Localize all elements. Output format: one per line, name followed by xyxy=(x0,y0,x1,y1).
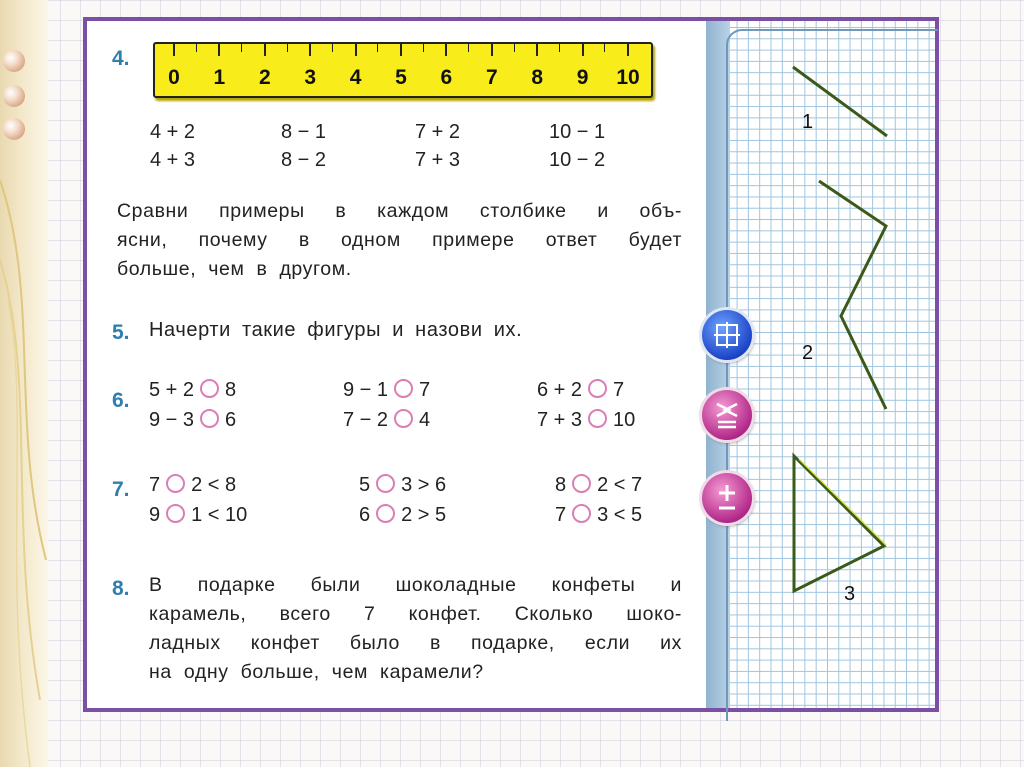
ruler-tick xyxy=(582,44,584,56)
value: 6 xyxy=(225,409,237,431)
decorative-curves xyxy=(0,0,48,767)
expression: 7 − 2 xyxy=(343,409,389,431)
ruler-tick xyxy=(309,44,311,56)
expression: 8 − 1 xyxy=(281,121,327,143)
comparison xyxy=(149,409,236,432)
inequality xyxy=(149,474,236,497)
ruler-label: 9 xyxy=(576,66,589,89)
inequality xyxy=(555,474,642,497)
figure-1-label: 1 xyxy=(802,111,814,133)
ruler-label: 8 xyxy=(531,66,544,89)
expression: 7 + 3 xyxy=(415,149,461,171)
ruler-tick xyxy=(604,44,605,52)
task-8-number: 8. xyxy=(112,577,130,600)
ruler-label: 3 xyxy=(304,66,317,89)
expression: 2 < 7 xyxy=(597,474,643,496)
ruler-tick xyxy=(559,44,560,52)
expression: 9 − 3 xyxy=(149,409,195,431)
text-line: В подарке были шоколадные конфеты и xyxy=(149,574,682,596)
sign-circle[interactable] xyxy=(572,474,591,493)
inequality xyxy=(149,504,247,527)
graph-paper-panel xyxy=(706,21,935,708)
ruler-tick xyxy=(264,44,266,56)
figure-3-triangle xyxy=(794,456,884,591)
sign-circle[interactable] xyxy=(572,504,591,523)
compare-glyph xyxy=(702,390,752,440)
value: 4 xyxy=(419,409,431,431)
compare-circle[interactable] xyxy=(394,409,413,428)
left-decorative-border xyxy=(0,0,48,767)
compare-circle[interactable] xyxy=(200,379,219,398)
comparison xyxy=(537,379,624,402)
task-6-number: 6. xyxy=(112,389,130,412)
ruler-tick xyxy=(173,44,175,56)
ruler-tick xyxy=(423,44,424,52)
task-5-text: Начерти такие фигуры и назови их. xyxy=(149,319,523,341)
ruler-label: 10 xyxy=(616,66,640,89)
compare-icon[interactable] xyxy=(702,390,752,440)
grid-glyph xyxy=(702,310,752,360)
plus-minus-glyph xyxy=(702,473,752,523)
figure-3-label: 3 xyxy=(844,583,856,605)
value: 10 xyxy=(613,409,636,431)
expression: 7 + 3 xyxy=(537,409,583,431)
ruler-label: 6 xyxy=(440,66,453,89)
ruler-tick xyxy=(377,44,378,52)
text-line: больше, чем в другом. xyxy=(117,258,352,280)
compare-circle[interactable] xyxy=(200,409,219,428)
digit: 8 xyxy=(555,474,567,496)
inequality xyxy=(359,504,446,527)
ruler-tick xyxy=(445,44,447,56)
compare-circle[interactable] xyxy=(588,409,607,428)
comparison xyxy=(537,409,635,432)
ruler-tick xyxy=(332,44,333,52)
sign-circle[interactable] xyxy=(376,504,395,523)
ruler-tick xyxy=(400,44,402,56)
plus-minus-icon[interactable] xyxy=(702,473,752,523)
value: 7 xyxy=(419,379,431,401)
ruler-tick xyxy=(218,44,220,56)
ruler-label: 2 xyxy=(258,66,271,89)
expression: 7 + 2 xyxy=(415,121,461,143)
expression: 1 < 10 xyxy=(191,504,248,526)
expression: 6 + 2 xyxy=(537,379,583,401)
task-4-text xyxy=(117,197,682,284)
expression: 3 > 6 xyxy=(401,474,447,496)
text-line: карамель, всего 7 конфет. Сколько шоко- xyxy=(149,603,682,625)
figures-drawing xyxy=(706,21,935,708)
sign-circle[interactable] xyxy=(166,474,185,493)
expression: 2 < 8 xyxy=(191,474,237,496)
ruler-tick xyxy=(536,44,538,56)
ruler xyxy=(153,42,653,98)
expression: 4 + 2 xyxy=(150,121,196,143)
digit: 9 xyxy=(149,504,161,526)
inequality xyxy=(359,474,446,497)
ruler-tick xyxy=(627,44,629,56)
ruler-label: 0 xyxy=(168,66,180,89)
expression: 5 + 2 xyxy=(149,379,195,401)
ruler-tick xyxy=(355,44,357,56)
expression: 4 + 3 xyxy=(150,149,196,171)
expression: 9 − 1 xyxy=(343,379,389,401)
expression: 8 − 2 xyxy=(281,149,327,171)
compare-circle[interactable] xyxy=(394,379,413,398)
value: 7 xyxy=(613,379,625,401)
text-line: ладных конфет было в подарке, если их xyxy=(149,632,682,654)
expression: 10 − 1 xyxy=(549,121,606,143)
expression: 10 − 2 xyxy=(549,149,606,171)
digit: 6 xyxy=(359,504,371,526)
compare-circle[interactable] xyxy=(588,379,607,398)
triangle-highlight xyxy=(799,459,886,545)
expression: 2 > 5 xyxy=(401,504,447,526)
ruler-label: 5 xyxy=(395,66,407,89)
task-4-number: 4. xyxy=(112,47,130,70)
task-5-number: 5. xyxy=(112,321,130,344)
digit: 7 xyxy=(149,474,161,496)
ruler-tick xyxy=(491,44,493,56)
ruler-tick xyxy=(241,44,242,52)
expression: 3 < 5 xyxy=(597,504,643,526)
comparison xyxy=(149,379,236,402)
sign-circle[interactable] xyxy=(376,474,395,493)
sign-circle[interactable] xyxy=(166,504,185,523)
text-line: на одну больше, чем карамели? xyxy=(149,661,484,683)
task-8-text xyxy=(149,571,682,687)
ruler-tick xyxy=(196,44,197,52)
comparison xyxy=(343,409,430,432)
value: 8 xyxy=(225,379,237,401)
grid-icon[interactable] xyxy=(702,310,752,360)
textbook-page xyxy=(83,17,939,712)
text-line: Сравни примеры в каждом столбике и объ- xyxy=(117,200,682,222)
ruler-label: 1 xyxy=(213,66,226,89)
comparison xyxy=(343,379,430,402)
ruler-tick xyxy=(468,44,469,52)
text-line: ясни, почему в одном примере ответ будет xyxy=(117,229,682,251)
digit: 5 xyxy=(359,474,371,496)
figure-2-label: 2 xyxy=(802,342,814,364)
ruler-label: 7 xyxy=(485,66,498,89)
inequality xyxy=(555,504,642,527)
ruler-label: 4 xyxy=(349,66,362,89)
digit: 7 xyxy=(555,504,567,526)
task-7-number: 7. xyxy=(112,478,130,501)
figure-2-polyline xyxy=(819,181,886,409)
ruler-tick xyxy=(287,44,288,52)
ruler-tick xyxy=(514,44,515,52)
